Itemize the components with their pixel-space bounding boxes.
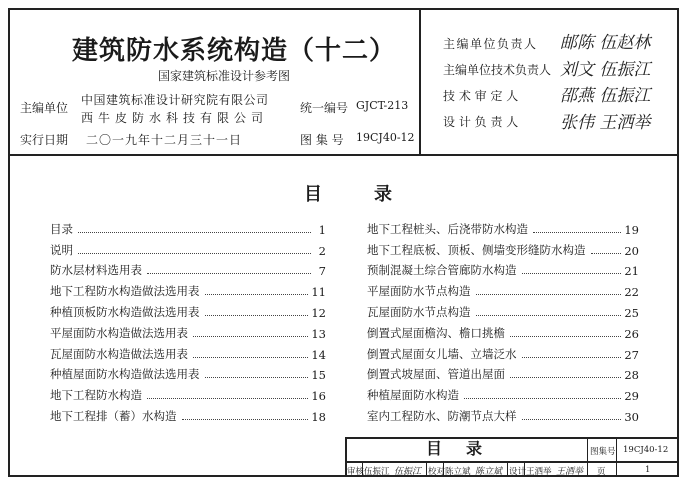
role-label-chief-editor: 主编单位负责人 <box>443 37 538 51</box>
uniform-no-value: GJCT-213 <box>356 99 409 112</box>
toc-item-page: 22 <box>624 285 639 300</box>
toc-item[interactable] <box>367 299 639 320</box>
toc-item[interactable] <box>50 216 326 237</box>
toc-item[interactable] <box>50 382 326 403</box>
toc-item-page: 7 <box>318 264 326 279</box>
toc-item-page: 1 <box>318 222 326 237</box>
toc-item[interactable] <box>50 362 326 383</box>
toc-leader <box>476 315 622 316</box>
toc-item-page: 16 <box>311 389 326 404</box>
toc-left-column <box>50 216 326 424</box>
toc-leader <box>78 232 311 233</box>
toc-item-page: 13 <box>311 326 326 341</box>
signature-chief-editor: 邮陈 伍赵林 <box>560 33 651 53</box>
role-label-tech-reviewer: 技 术 审 定 人 <box>443 89 519 103</box>
toc-item[interactable] <box>50 237 326 258</box>
role-label-design-lead: 设 计 负 责 人 <box>443 115 519 129</box>
toc-item[interactable] <box>367 382 639 403</box>
toc-leader <box>78 253 311 254</box>
toc-item-page: 25 <box>624 305 639 320</box>
toc-item[interactable] <box>367 320 639 341</box>
toc-item-title: 倒置式坡屋面、管道出屋面 <box>367 367 505 382</box>
signature-design-lead: 张伟 王洒举 <box>560 113 651 133</box>
toc-right-column <box>367 216 639 424</box>
design-label: 设计 <box>509 467 527 477</box>
toc-item-title: 种植屋面防水构造做法选用表 <box>50 367 200 382</box>
toc-leader <box>193 357 308 358</box>
checker-signature: 陈立斌 <box>475 467 503 477</box>
toc-item-page: 20 <box>624 243 639 258</box>
toc-item-title: 倒置式屋面女儿墙、立墙泛水 <box>367 346 517 361</box>
editor-unit-1: 中国建筑标准设计研究院有限公司 <box>81 93 269 107</box>
toc-item-title: 目录 <box>50 221 73 236</box>
toc-leader <box>205 294 309 295</box>
toc-item[interactable] <box>367 258 639 279</box>
toc-item[interactable] <box>367 341 639 362</box>
toc-leader <box>205 315 309 316</box>
toc-item-title: 平屋面防水构造做法选用表 <box>50 325 188 340</box>
toc-item-title: 室内工程防水、防潮节点大样 <box>367 408 517 423</box>
toc-item-page: 21 <box>624 264 639 279</box>
toc-leader <box>147 398 308 399</box>
toc-item[interactable] <box>50 278 326 299</box>
header-divider <box>419 8 421 156</box>
toc-leader <box>522 419 622 420</box>
date-value: 二〇一九年十二月三十一日 <box>86 133 243 147</box>
toc-item[interactable] <box>367 216 639 237</box>
toc-leader <box>193 336 308 337</box>
toc-leader <box>182 419 309 420</box>
uniform-no-label: 统一编号 <box>300 101 349 115</box>
page-value: 1 <box>645 465 651 475</box>
atlas-no-value: 19CJ40-12 <box>356 131 415 144</box>
toc-item-title: 平屋面防水节点构造 <box>367 284 471 299</box>
toc-item-page: 2 <box>318 243 326 258</box>
editor-unit-2: 西牛皮防水科技有限公司 <box>81 111 269 125</box>
toc-leader <box>522 357 622 358</box>
title-block-atlas-label: 图集号 <box>590 447 616 457</box>
toc-item-page: 19 <box>624 222 639 237</box>
title-block-atlas-value: 19CJ40-12 <box>623 445 669 455</box>
toc-item[interactable] <box>50 258 326 279</box>
toc-leader <box>533 232 621 233</box>
role-label-tech-director: 主编单位技术负责人 <box>443 63 552 77</box>
toc-item-title: 种植屋面防水构造 <box>367 388 459 403</box>
atlas-title: 建筑防水系统构造（十二） <box>72 36 397 66</box>
atlas-subtitle: 国家建筑标准设计参考图 <box>158 69 291 83</box>
toc-item-title: 地下工程防水构造做法选用表 <box>50 284 200 299</box>
designer-signature: 王洒举 <box>556 467 584 477</box>
atlas-no-label: 图 集 号 <box>300 133 344 147</box>
title-block-rule <box>587 437 588 477</box>
toc-item-title: 瓦屋面防水构造做法选用表 <box>50 346 188 361</box>
toc-item[interactable] <box>50 341 326 362</box>
toc-item-title: 预制混凝土综合管廊防水构造 <box>367 263 517 278</box>
toc-leader <box>205 377 309 378</box>
toc-item-title: 地下工程底板、顶板、侧墙变形缝防水构造 <box>367 242 586 257</box>
toc-item[interactable] <box>50 299 326 320</box>
designer-name: 王洒举 <box>526 467 552 477</box>
toc-leader <box>510 377 621 378</box>
toc-leader <box>464 398 621 399</box>
toc-item-title: 种植顶板防水构造做法选用表 <box>50 304 200 319</box>
editor-unit-label: 主编单位 <box>20 101 69 115</box>
title-block-rule <box>616 437 617 477</box>
toc-item-title: 倒置式屋面檐沟、檐口挑檐 <box>367 325 505 340</box>
toc-leader <box>591 253 622 254</box>
title-block-divider <box>345 461 679 463</box>
toc-item-page: 29 <box>624 389 639 404</box>
toc-item[interactable] <box>367 362 639 383</box>
toc-item-page: 27 <box>624 347 639 362</box>
reviewer-name: 伍振江 <box>364 467 390 477</box>
toc-leader <box>522 273 622 274</box>
toc-item[interactable] <box>50 320 326 341</box>
page-label: 页 <box>597 467 606 477</box>
reviewer-signature: 伍振江 <box>394 467 422 477</box>
toc-item-page: 26 <box>624 326 639 341</box>
toc-item-page: 28 <box>624 368 639 383</box>
signature-tech-reviewer: 邵燕 伍振江 <box>560 86 651 106</box>
toc-item-page: 30 <box>624 409 639 424</box>
toc-leader <box>510 336 621 337</box>
title-block-rule <box>426 462 427 477</box>
toc-item[interactable] <box>50 403 326 424</box>
checker-name: 陈立斌 <box>445 467 471 477</box>
toc-leader <box>476 294 622 295</box>
toc-heading: 目录 <box>304 184 444 205</box>
toc-item[interactable] <box>367 403 639 424</box>
toc-leader <box>147 273 311 274</box>
toc-item[interactable] <box>367 237 639 258</box>
toc-item-page: 12 <box>311 305 326 320</box>
toc-item-title: 瓦屋面防水节点构造 <box>367 304 471 319</box>
toc-item-page: 11 <box>311 285 326 300</box>
title-block-rule <box>507 462 508 477</box>
review-label: 审核 <box>347 467 365 477</box>
toc-item-title: 地下工程桩头、后浇带防水构造 <box>367 221 528 236</box>
toc-item[interactable] <box>367 278 639 299</box>
toc-item-page: 14 <box>311 347 326 362</box>
title-block-title: 目录 <box>425 439 506 458</box>
toc-item-title: 说明 <box>50 242 73 257</box>
check-label: 校对 <box>428 467 446 477</box>
toc-item-page: 18 <box>311 409 326 424</box>
toc-item-title: 地下工程防水构造 <box>50 388 142 403</box>
toc-item-page: 15 <box>311 368 326 383</box>
toc-item-title: 防水层材料选用表 <box>50 263 142 278</box>
date-label: 实行日期 <box>20 133 69 147</box>
signature-tech-director: 刘文 伍振江 <box>560 60 651 80</box>
toc-item-title: 地下工程排（蓄）水构造 <box>50 408 177 423</box>
